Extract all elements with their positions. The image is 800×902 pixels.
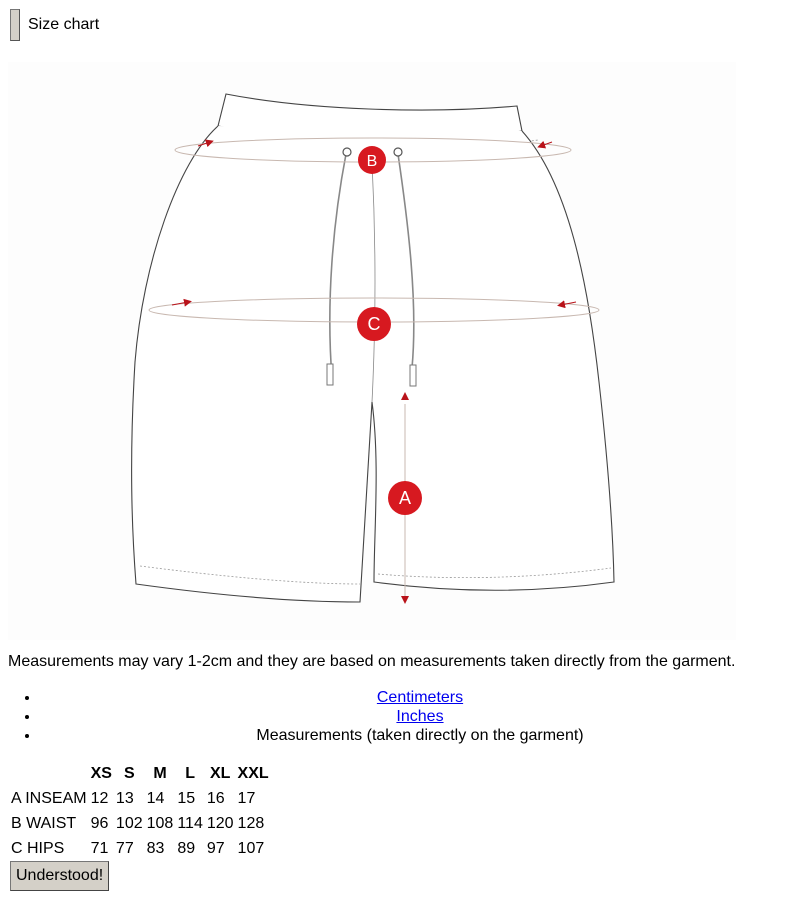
measurement-description: Measurements (taken directly on the garment): [256, 727, 584, 744]
table-cell: 128: [237, 814, 265, 832]
header-cell-l: L: [185, 764, 195, 782]
svg-text:A: A: [398, 488, 412, 508]
table-cell: 17: [237, 789, 256, 807]
header-cell-xs: XS: [90, 764, 112, 782]
table-cell: 114: [177, 814, 203, 832]
size-chart-header: [10, 8, 99, 42]
shorts-illustration: [8, 62, 736, 640]
svg-text:C: C: [367, 314, 381, 334]
header-cell-xxl: XXL: [237, 764, 269, 782]
table-cell: 13: [115, 789, 134, 807]
header-cell-blank: [10, 762, 88, 785]
header-cell-m: M: [153, 764, 167, 782]
header-cell-s: S: [123, 764, 135, 782]
marker-a: [388, 481, 422, 515]
unit-selector-list: [0, 688, 800, 745]
size-table-header-row: [10, 762, 270, 785]
table-row: [10, 812, 270, 835]
table-cell: 108: [146, 814, 174, 832]
row-label: B WAIST: [11, 814, 77, 832]
table-cell: 12: [90, 789, 109, 807]
table-cell: 14: [146, 789, 165, 807]
measurement-note: Measurements may vary 1-2cm and they are based on measurements taken directly from the garment.: [8, 653, 736, 670]
row-label: A INSEAM: [11, 789, 87, 807]
unit-option-centimeters: [40, 688, 800, 707]
table-cell: 15: [177, 789, 196, 807]
table-cell: 107: [237, 839, 265, 857]
table-cell: 96: [90, 814, 109, 832]
table-row: [10, 837, 270, 860]
understood-button[interactable]: Understood!: [10, 861, 109, 891]
marker-b: [358, 146, 386, 174]
header-cell-xl: XL: [209, 764, 231, 782]
table-cell: 77: [115, 839, 134, 857]
row-label: C HIPS: [11, 839, 65, 857]
size-chart-toggle-button[interactable]: [10, 9, 20, 41]
size-chart-title: Size chart: [28, 16, 100, 33]
svg-text:B: B: [366, 153, 378, 170]
table-cell: 83: [146, 839, 165, 857]
table-cell: 120: [206, 814, 234, 832]
shorts-outline: [132, 126, 614, 602]
unit-option-inches: [40, 707, 800, 726]
table-row: [10, 787, 270, 810]
table-cell: 16: [206, 789, 225, 807]
marker-c: [357, 307, 391, 341]
centimeters-link[interactable]: Centimeters: [376, 689, 464, 706]
unit-description-item: [40, 726, 800, 745]
table-cell: 102: [115, 814, 143, 832]
shorts-measurement-diagram: [8, 62, 736, 640]
table-cell: 89: [177, 839, 196, 857]
table-cell: 71: [90, 839, 109, 857]
inches-link[interactable]: Inches: [396, 708, 444, 725]
size-table: [8, 760, 272, 862]
table-cell: 97: [206, 839, 225, 857]
